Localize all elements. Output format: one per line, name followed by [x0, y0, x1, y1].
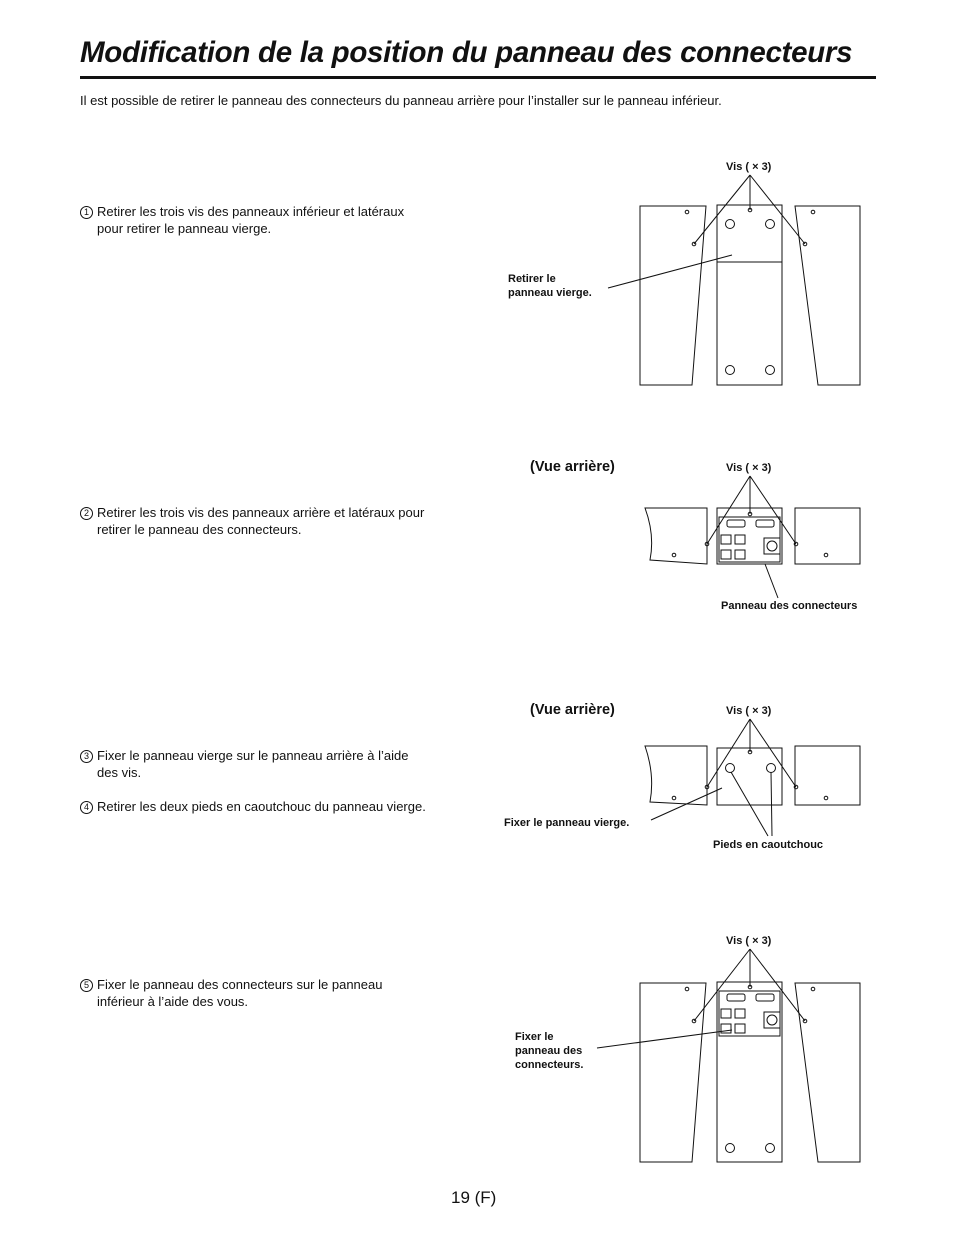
connector-panel: [719, 517, 780, 562]
leader-line: [750, 719, 796, 787]
left-side-panel: [640, 206, 706, 385]
leader-line: [707, 476, 750, 544]
fig3-screws-label: Vis ( × 3): [726, 705, 772, 717]
power-connector-icon: [764, 1012, 780, 1028]
fig4-callout-line1: Fixer le: [515, 1031, 554, 1043]
rj-connector-icon: [735, 550, 745, 559]
step-3-line2: des vis.: [97, 765, 142, 780]
leader-line: [694, 175, 750, 244]
back-panel: [717, 508, 782, 564]
bottom-panel: [717, 205, 782, 385]
figure-4: [597, 949, 860, 1162]
leader-line: [750, 175, 805, 244]
rj-connector-icon: [735, 535, 745, 544]
leader-line: [731, 772, 768, 836]
step-number-2: 2: [80, 507, 93, 520]
power-connector-icon: [764, 538, 780, 554]
step-1-line2: pour retirer le panneau vierge.: [97, 221, 272, 236]
rubber-foot-icon: [726, 764, 735, 773]
screw-hole-icon: [811, 987, 815, 991]
fig1-screws-label: Vis ( × 3): [726, 161, 772, 173]
screw-hole-icon: [685, 210, 689, 214]
page-number: 19 (F): [451, 1188, 497, 1207]
step-2-line1: Retirer les trois vis des panneaux arrière et latéraux pour: [97, 505, 425, 520]
foot-icon: [726, 1144, 735, 1153]
page-title: Modification de la position du panneau des connecteurs: [80, 36, 853, 69]
foot-icon: [766, 220, 775, 229]
screw-hole-icon: [685, 987, 689, 991]
screw-hole-icon: [824, 796, 828, 800]
screw-hole-icon: [672, 796, 676, 800]
d-sub-connector-icon: [756, 994, 774, 1001]
figure-2: [645, 476, 860, 598]
fig2-callout: Panneau des connecteurs: [721, 600, 858, 612]
figure-1: [608, 175, 860, 385]
fig3-callout-right: Pieds en caoutchouc: [713, 839, 824, 851]
right-side-panel: [795, 206, 860, 385]
rubber-foot-icon: [767, 764, 776, 773]
leader-line: [707, 719, 750, 787]
foot-icon: [766, 366, 775, 375]
fig3-view-label: (Vue arrière): [530, 702, 615, 718]
d-sub-connector-icon: [727, 994, 745, 1001]
foot-icon: [726, 366, 735, 375]
screw-hole-icon: [811, 210, 815, 214]
step-5-line1: Fixer le panneau des connecteurs sur le panneau: [97, 977, 383, 992]
foot-icon: [766, 1144, 775, 1153]
leader-line: [694, 949, 750, 1021]
step-5-line2: inférieur à l’aide des vous.: [97, 994, 249, 1009]
intro-text: Il est possible de retirer le panneau des connecteurs du panneau arrière pour l’installer sur le panneau inférieur.: [80, 93, 722, 108]
screw-hole-icon: [672, 553, 676, 557]
leader-line: [750, 949, 805, 1021]
leader-line: [750, 476, 796, 544]
right-side-panel: [795, 983, 860, 1162]
connector-panel: [719, 991, 780, 1036]
figure-3: [645, 719, 860, 836]
rj-connector-icon: [721, 550, 731, 559]
leader-line: [765, 564, 778, 598]
leader-line: [771, 772, 772, 836]
leader-line: [651, 788, 722, 820]
foot-icon: [726, 220, 735, 229]
step-2-line2: retirer le panneau des connecteurs.: [97, 522, 302, 537]
fig2-screws-label: Vis ( × 3): [726, 462, 772, 474]
step-number-3: 3: [80, 750, 93, 763]
leader-line: [608, 255, 732, 288]
fig4-callout-line3: connecteurs.: [515, 1059, 584, 1071]
fig2-view-label: (Vue arrière): [530, 459, 615, 475]
step-number-4: 4: [80, 801, 93, 814]
step-4-line1: Retirer les deux pieds en caoutchouc du panneau vierge.: [97, 799, 426, 814]
fig4-callout-line2: panneau des: [515, 1045, 583, 1057]
left-side-panel: [645, 746, 707, 805]
step-3-line1: Fixer le panneau vierge sur le panneau arrière à l’aide: [97, 748, 409, 763]
d-sub-connector-icon: [727, 520, 745, 527]
fig1-callout-line1: Retirer le: [508, 273, 556, 285]
rj-connector-icon: [735, 1024, 745, 1033]
step-number-1: 1: [80, 206, 93, 219]
fig1-callout-line2: panneau vierge.: [508, 287, 592, 299]
power-connector-socket: [767, 1015, 777, 1025]
fig4-screws-label: Vis ( × 3): [726, 935, 772, 947]
leader-line: [597, 1030, 732, 1048]
rj-connector-icon: [721, 1009, 731, 1018]
step-1-line1: Retirer les trois vis des panneaux inférieur et latéraux: [97, 204, 405, 219]
power-connector-socket: [767, 541, 777, 551]
step-number-5: 5: [80, 979, 93, 992]
fig3-callout-left: Fixer le panneau vierge.: [504, 817, 630, 829]
rj-connector-icon: [735, 1009, 745, 1018]
screw-hole-icon: [824, 553, 828, 557]
left-side-panel: [640, 983, 706, 1162]
rj-connector-icon: [721, 535, 731, 544]
d-sub-connector-icon: [756, 520, 774, 527]
